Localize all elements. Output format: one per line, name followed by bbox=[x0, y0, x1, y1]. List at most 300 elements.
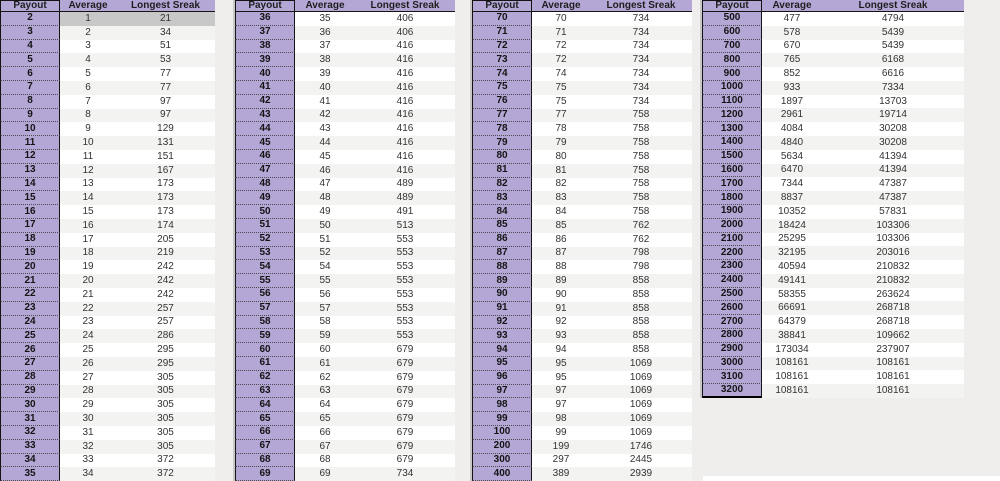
payout-cell[interactable]: 76 bbox=[472, 95, 532, 109]
payout-cell[interactable]: 99 bbox=[472, 412, 532, 426]
streak-cell[interactable]: 734 bbox=[632, 68, 650, 80]
payout-cell[interactable]: 8 bbox=[0, 95, 60, 109]
average-cell[interactable]: 30 bbox=[82, 413, 94, 424]
payout-cell[interactable]: 39 bbox=[235, 53, 295, 67]
average-cell[interactable]: 48 bbox=[319, 192, 331, 204]
average-cell[interactable]: 1897 bbox=[780, 95, 804, 107]
payout-cell[interactable]: 97 bbox=[472, 385, 532, 399]
payout-cell[interactable]: 73 bbox=[472, 53, 532, 67]
average-cell[interactable]: 22 bbox=[82, 302, 94, 314]
streak-cell[interactable]: 286 bbox=[157, 330, 174, 342]
average-cell[interactable]: 42 bbox=[319, 109, 331, 121]
payout-cell[interactable]: 27 bbox=[0, 357, 60, 371]
payout-cell[interactable]: 26 bbox=[0, 343, 60, 357]
streak-cell[interactable]: 210832 bbox=[876, 260, 910, 272]
streak-cell[interactable]: 21 bbox=[116, 12, 215, 26]
average-cell[interactable]: 98 bbox=[555, 413, 567, 424]
average-cell[interactable]: 43 bbox=[319, 123, 331, 135]
average-cell[interactable]: 17 bbox=[82, 233, 94, 245]
average-cell[interactable]: 19 bbox=[82, 261, 94, 273]
streak-cell[interactable]: 53 bbox=[159, 54, 172, 66]
payout-cell[interactable]: 58 bbox=[235, 316, 295, 330]
payout-cell[interactable]: 62 bbox=[235, 371, 295, 385]
streak-cell[interactable]: 210832 bbox=[876, 274, 910, 286]
streak-cell[interactable]: 108161 bbox=[876, 357, 910, 369]
payout-cell[interactable]: 59 bbox=[235, 329, 295, 343]
average-cell[interactable]: 23 bbox=[82, 316, 94, 328]
streak-cell[interactable]: 416 bbox=[396, 150, 414, 162]
average-cell[interactable]: 11 bbox=[82, 150, 94, 162]
payout-cell[interactable]: 2600 bbox=[702, 301, 762, 315]
streak-cell[interactable]: 203016 bbox=[876, 247, 910, 259]
payout-cell[interactable]: 2700 bbox=[702, 315, 762, 329]
payout-cell[interactable]: 41 bbox=[235, 81, 295, 95]
streak-cell[interactable]: 406 bbox=[396, 26, 414, 38]
column-header-streak[interactable]: Longest Sreak bbox=[370, 0, 440, 11]
payout-cell[interactable]: 3200 bbox=[702, 384, 762, 398]
streak-cell[interactable]: 553 bbox=[396, 247, 414, 259]
payout-cell[interactable]: 56 bbox=[235, 288, 295, 302]
streak-cell[interactable]: 1069 bbox=[629, 399, 653, 411]
payout-cell[interactable]: 88 bbox=[472, 260, 532, 274]
streak-cell[interactable]: 6616 bbox=[881, 68, 905, 80]
average-cell[interactable]: 4840 bbox=[780, 136, 804, 148]
payout-cell[interactable]: 92 bbox=[472, 316, 532, 330]
average-cell[interactable]: 78 bbox=[555, 123, 567, 135]
payout-cell[interactable]: 10 bbox=[0, 122, 60, 136]
average-cell[interactable]: 40594 bbox=[778, 260, 806, 272]
payout-cell[interactable]: 1000 bbox=[702, 81, 762, 95]
streak-cell[interactable]: 242 bbox=[157, 275, 174, 287]
average-cell[interactable]: 389 bbox=[552, 468, 570, 480]
payout-cell[interactable]: 21 bbox=[0, 274, 60, 288]
streak-cell[interactable]: 173 bbox=[157, 206, 174, 218]
streak-cell[interactable]: 416 bbox=[396, 123, 414, 135]
average-cell[interactable]: 38841 bbox=[778, 329, 806, 341]
streak-cell[interactable]: 5439 bbox=[881, 26, 905, 38]
streak-cell[interactable]: 734 bbox=[632, 81, 650, 93]
payout-cell[interactable]: 44 bbox=[235, 122, 295, 136]
average-cell[interactable]: 67 bbox=[319, 440, 331, 452]
average-cell[interactable]: 52 bbox=[319, 247, 331, 259]
payout-cell[interactable]: 86 bbox=[472, 233, 532, 247]
average-cell[interactable]: 75 bbox=[555, 95, 567, 107]
streak-cell[interactable]: 762 bbox=[632, 219, 650, 231]
payout-cell[interactable]: 3000 bbox=[702, 357, 762, 371]
average-cell[interactable]: 173034 bbox=[775, 343, 809, 355]
average-cell[interactable]: 82 bbox=[555, 178, 567, 190]
streak-cell[interactable]: 734 bbox=[632, 54, 650, 66]
payout-cell[interactable]: 50 bbox=[235, 205, 295, 219]
average-cell[interactable]: 72 bbox=[555, 40, 567, 52]
payout-cell[interactable]: 1500 bbox=[702, 150, 762, 164]
average-cell[interactable]: 7 bbox=[85, 95, 91, 107]
streak-cell[interactable]: 174 bbox=[157, 219, 174, 231]
average-cell[interactable]: 27 bbox=[82, 371, 94, 383]
average-cell[interactable]: 49 bbox=[319, 206, 331, 218]
streak-cell[interactable]: 1069 bbox=[629, 357, 653, 369]
average-cell[interactable]: 66 bbox=[319, 426, 331, 438]
streak-cell[interactable]: 679 bbox=[396, 454, 414, 466]
column-header-payout[interactable]: Payout bbox=[235, 0, 295, 11]
average-cell[interactable]: 71 bbox=[555, 26, 567, 38]
streak-cell[interactable]: 305 bbox=[157, 371, 174, 383]
payout-cell[interactable]: 1300 bbox=[702, 122, 762, 136]
payout-cell[interactable]: 900 bbox=[702, 67, 762, 81]
streak-cell[interactable]: 758 bbox=[632, 137, 650, 149]
average-cell[interactable]: 44 bbox=[319, 137, 331, 149]
streak-cell[interactable]: 416 bbox=[396, 95, 414, 107]
payout-cell[interactable]: 3 bbox=[0, 26, 60, 40]
streak-cell[interactable]: 13703 bbox=[879, 95, 907, 107]
average-cell[interactable]: 64379 bbox=[778, 316, 806, 328]
average-cell[interactable]: 47 bbox=[319, 178, 331, 190]
streak-cell[interactable]: 7334 bbox=[881, 81, 905, 93]
streak-cell[interactable]: 858 bbox=[632, 275, 650, 287]
streak-cell[interactable]: 679 bbox=[396, 399, 414, 411]
payout-cell[interactable]: 81 bbox=[472, 164, 532, 178]
average-cell[interactable]: 32 bbox=[82, 440, 94, 452]
streak-cell[interactable]: 679 bbox=[396, 413, 414, 424]
average-cell[interactable]: 3 bbox=[85, 40, 91, 52]
average-cell[interactable]: 85 bbox=[555, 219, 567, 231]
payout-cell[interactable]: 64 bbox=[235, 398, 295, 412]
payout-cell[interactable]: 67 bbox=[235, 440, 295, 454]
streak-cell[interactable]: 268718 bbox=[876, 316, 910, 328]
payout-cell[interactable]: 84 bbox=[472, 205, 532, 219]
average-cell[interactable]: 21 bbox=[82, 288, 94, 300]
average-cell[interactable]: 87 bbox=[555, 247, 567, 259]
streak-cell[interactable]: 41394 bbox=[879, 164, 907, 176]
average-cell[interactable]: 70 bbox=[555, 12, 567, 24]
average-cell[interactable]: 4 bbox=[85, 54, 91, 66]
payout-cell[interactable]: 94 bbox=[472, 343, 532, 357]
payout-cell[interactable]: 63 bbox=[235, 385, 295, 399]
payout-cell[interactable]: 6 bbox=[0, 67, 60, 81]
payout-cell[interactable]: 31 bbox=[0, 412, 60, 426]
average-cell[interactable]: 20 bbox=[82, 275, 94, 287]
streak-cell[interactable]: 1069 bbox=[629, 426, 653, 438]
average-cell[interactable]: 81 bbox=[555, 164, 567, 176]
average-cell[interactable]: 16 bbox=[82, 219, 94, 231]
streak-cell[interactable]: 1746 bbox=[629, 440, 653, 452]
streak-cell[interactable]: 734 bbox=[632, 26, 650, 38]
average-cell[interactable]: 36 bbox=[319, 26, 331, 38]
streak-cell[interactable]: 173 bbox=[157, 178, 174, 190]
average-cell[interactable]: 8 bbox=[85, 109, 91, 121]
average-cell[interactable]: 4084 bbox=[780, 123, 804, 135]
column-header-average[interactable]: Average bbox=[772, 0, 812, 11]
average-cell[interactable]: 9 bbox=[85, 123, 91, 135]
payout-cell[interactable]: 600 bbox=[702, 26, 762, 40]
payout-cell[interactable]: 40 bbox=[235, 67, 295, 81]
streak-cell[interactable]: 34 bbox=[159, 26, 172, 38]
streak-cell[interactable]: 51 bbox=[159, 40, 172, 52]
payout-cell[interactable]: 43 bbox=[235, 109, 295, 123]
streak-cell[interactable]: 416 bbox=[396, 137, 414, 149]
streak-cell[interactable]: 798 bbox=[632, 247, 650, 259]
payout-cell[interactable]: 78 bbox=[472, 122, 532, 136]
column-header-streak[interactable]: Longest Sreak bbox=[606, 0, 676, 11]
streak-cell[interactable]: 242 bbox=[157, 261, 174, 273]
payout-cell[interactable]: 85 bbox=[472, 219, 532, 233]
average-cell[interactable]: 79 bbox=[555, 137, 567, 149]
average-cell[interactable]: 34 bbox=[82, 468, 94, 480]
streak-cell[interactable]: 47387 bbox=[879, 178, 907, 190]
average-cell[interactable]: 35 bbox=[319, 12, 331, 24]
streak-cell[interactable]: 679 bbox=[396, 426, 414, 438]
streak-cell[interactable]: 263624 bbox=[876, 288, 910, 300]
average-cell[interactable]: 10 bbox=[82, 137, 94, 149]
payout-cell[interactable]: 33 bbox=[0, 440, 60, 454]
payout-cell[interactable]: 49 bbox=[235, 191, 295, 205]
payout-cell[interactable]: 12 bbox=[0, 150, 60, 164]
streak-cell[interactable]: 758 bbox=[632, 123, 650, 135]
streak-cell[interactable]: 758 bbox=[632, 164, 650, 176]
payout-cell[interactable]: 17 bbox=[0, 219, 60, 233]
payout-cell[interactable]: 14 bbox=[0, 178, 60, 192]
average-cell[interactable]: 69 bbox=[319, 468, 331, 480]
streak-cell[interactable]: 97 bbox=[159, 95, 172, 107]
payout-cell[interactable]: 2 bbox=[0, 12, 60, 26]
streak-cell[interactable]: 219 bbox=[157, 247, 174, 259]
streak-cell[interactable]: 416 bbox=[396, 68, 414, 80]
average-cell[interactable]: 51 bbox=[319, 233, 331, 245]
payout-cell[interactable]: 51 bbox=[235, 219, 295, 233]
column-header-average[interactable]: Average bbox=[68, 0, 108, 11]
payout-cell[interactable]: 2000 bbox=[702, 219, 762, 233]
payout-cell[interactable]: 4 bbox=[0, 40, 60, 54]
average-cell[interactable]: 83 bbox=[555, 192, 567, 204]
streak-cell[interactable]: 758 bbox=[632, 109, 650, 121]
average-cell[interactable]: 49141 bbox=[778, 274, 806, 286]
average-cell[interactable]: 10352 bbox=[778, 205, 806, 217]
column-header-streak[interactable]: Longest Sreak bbox=[131, 0, 200, 11]
average-cell[interactable]: 62 bbox=[319, 371, 331, 383]
streak-cell[interactable]: 553 bbox=[396, 233, 414, 245]
payout-cell[interactable]: 800 bbox=[702, 53, 762, 67]
streak-cell[interactable]: 129 bbox=[157, 123, 174, 135]
streak-cell[interactable]: 553 bbox=[396, 275, 414, 287]
payout-cell[interactable]: 22 bbox=[0, 288, 60, 302]
payout-cell[interactable]: 53 bbox=[235, 247, 295, 261]
streak-cell[interactable]: 858 bbox=[632, 330, 650, 342]
average-cell[interactable]: 72 bbox=[555, 54, 567, 66]
streak-cell[interactable]: 679 bbox=[396, 440, 414, 452]
payout-cell[interactable]: 19 bbox=[0, 247, 60, 261]
payout-cell[interactable]: 80 bbox=[472, 150, 532, 164]
payout-cell[interactable]: 29 bbox=[0, 385, 60, 399]
average-cell[interactable]: 13 bbox=[82, 178, 94, 190]
average-cell[interactable]: 24 bbox=[82, 330, 94, 342]
streak-cell[interactable]: 489 bbox=[396, 178, 414, 190]
average-cell[interactable]: 5634 bbox=[780, 150, 804, 162]
average-cell[interactable]: 86 bbox=[555, 233, 567, 245]
average-cell[interactable]: 94 bbox=[555, 344, 567, 356]
streak-cell[interactable]: 372 bbox=[157, 454, 174, 466]
payout-cell[interactable]: 3100 bbox=[702, 370, 762, 384]
streak-cell[interactable]: 6168 bbox=[881, 54, 905, 66]
payout-cell[interactable]: 70 bbox=[472, 12, 532, 26]
streak-cell[interactable]: 679 bbox=[396, 357, 414, 369]
streak-cell[interactable]: 97 bbox=[159, 109, 172, 121]
average-cell[interactable]: 56 bbox=[319, 288, 331, 300]
average-cell[interactable]: 852 bbox=[783, 68, 801, 80]
average-cell[interactable]: 25 bbox=[82, 344, 94, 356]
average-cell[interactable]: 54 bbox=[319, 261, 331, 273]
streak-cell[interactable]: 758 bbox=[632, 150, 650, 162]
streak-cell[interactable]: 295 bbox=[157, 344, 174, 356]
payout-cell[interactable]: 2200 bbox=[702, 246, 762, 260]
average-cell[interactable]: 670 bbox=[783, 40, 801, 52]
payout-cell[interactable]: 55 bbox=[235, 274, 295, 288]
average-cell[interactable]: 37 bbox=[319, 40, 331, 52]
payout-cell[interactable]: 25 bbox=[0, 329, 60, 343]
streak-cell[interactable]: 858 bbox=[632, 288, 650, 300]
payout-cell[interactable]: 68 bbox=[235, 454, 295, 468]
payout-cell[interactable]: 2800 bbox=[702, 329, 762, 343]
column-header-payout[interactable]: Payout bbox=[472, 0, 532, 11]
column-header-average[interactable]: Average bbox=[541, 0, 581, 11]
streak-cell[interactable]: 30208 bbox=[879, 123, 907, 135]
streak-cell[interactable]: 295 bbox=[157, 357, 174, 369]
average-cell[interactable]: 95 bbox=[555, 371, 567, 383]
streak-cell[interactable]: 30208 bbox=[879, 136, 907, 148]
average-cell[interactable]: 25295 bbox=[778, 233, 806, 245]
streak-cell[interactable]: 758 bbox=[632, 178, 650, 190]
average-cell[interactable]: 5 bbox=[85, 68, 91, 80]
payout-cell[interactable]: 82 bbox=[472, 178, 532, 192]
streak-cell[interactable]: 372 bbox=[157, 468, 174, 480]
payout-cell[interactable]: 24 bbox=[0, 316, 60, 330]
average-cell[interactable]: 97 bbox=[555, 385, 567, 397]
payout-cell[interactable]: 69 bbox=[235, 467, 295, 481]
average-cell[interactable]: 99 bbox=[555, 426, 567, 438]
payout-cell[interactable]: 71 bbox=[472, 26, 532, 40]
payout-cell[interactable]: 74 bbox=[472, 67, 532, 81]
payout-cell[interactable]: 1100 bbox=[702, 95, 762, 109]
streak-cell[interactable]: 41394 bbox=[879, 150, 907, 162]
streak-cell[interactable]: 491 bbox=[396, 206, 414, 218]
payout-cell[interactable]: 400 bbox=[472, 467, 532, 481]
streak-cell[interactable]: 5439 bbox=[881, 40, 905, 52]
average-cell[interactable]: 93 bbox=[555, 330, 567, 342]
average-cell[interactable]: 39 bbox=[319, 68, 331, 80]
streak-cell[interactable]: 553 bbox=[396, 330, 414, 342]
streak-cell[interactable]: 679 bbox=[396, 344, 414, 356]
average-cell[interactable]: 7344 bbox=[780, 178, 804, 190]
average-cell[interactable]: 63 bbox=[319, 385, 331, 397]
streak-cell[interactable]: 679 bbox=[396, 371, 414, 383]
streak-cell[interactable]: 305 bbox=[157, 399, 174, 411]
payout-cell[interactable]: 5 bbox=[0, 53, 60, 67]
payout-cell[interactable]: 200 bbox=[472, 440, 532, 454]
payout-cell[interactable]: 1700 bbox=[702, 177, 762, 191]
payout-cell[interactable]: 38 bbox=[235, 40, 295, 54]
streak-cell[interactable]: 57831 bbox=[879, 205, 907, 217]
payout-cell[interactable]: 66 bbox=[235, 426, 295, 440]
payout-cell[interactable]: 2500 bbox=[702, 288, 762, 302]
payout-cell[interactable]: 23 bbox=[0, 302, 60, 316]
average-cell[interactable]: 64 bbox=[319, 399, 331, 411]
average-cell[interactable]: 1 bbox=[60, 12, 116, 26]
payout-cell[interactable]: 13 bbox=[0, 164, 60, 178]
average-cell[interactable]: 95 bbox=[555, 357, 567, 369]
payout-cell[interactable]: 28 bbox=[0, 371, 60, 385]
column-header-streak[interactable]: Longest Sreak bbox=[858, 0, 928, 11]
payout-cell[interactable]: 100 bbox=[472, 426, 532, 440]
average-cell[interactable]: 199 bbox=[552, 440, 570, 452]
payout-cell[interactable]: 79 bbox=[472, 136, 532, 150]
streak-cell[interactable]: 553 bbox=[396, 302, 414, 314]
streak-cell[interactable]: 237907 bbox=[876, 343, 910, 355]
average-cell[interactable]: 14 bbox=[82, 192, 94, 204]
streak-cell[interactable]: 553 bbox=[396, 316, 414, 328]
average-cell[interactable]: 91 bbox=[555, 302, 567, 314]
average-cell[interactable]: 18424 bbox=[778, 219, 806, 231]
streak-cell[interactable]: 858 bbox=[632, 302, 650, 314]
average-cell[interactable]: 74 bbox=[555, 68, 567, 80]
payout-cell[interactable]: 1800 bbox=[702, 191, 762, 205]
average-cell[interactable]: 578 bbox=[783, 26, 801, 38]
payout-cell[interactable]: 93 bbox=[472, 329, 532, 343]
streak-cell[interactable]: 416 bbox=[396, 40, 414, 52]
streak-cell[interactable]: 109662 bbox=[876, 329, 910, 341]
average-cell[interactable]: 108161 bbox=[775, 384, 809, 396]
average-cell[interactable]: 297 bbox=[552, 454, 570, 466]
payout-cell[interactable]: 7 bbox=[0, 81, 60, 95]
streak-cell[interactable]: 47387 bbox=[879, 192, 907, 204]
streak-cell[interactable]: 151 bbox=[157, 150, 174, 162]
streak-cell[interactable]: 489 bbox=[396, 192, 414, 204]
streak-cell[interactable]: 416 bbox=[396, 164, 414, 176]
average-cell[interactable]: 61 bbox=[319, 357, 331, 369]
streak-cell[interactable]: 734 bbox=[632, 12, 650, 24]
payout-cell[interactable]: 2900 bbox=[702, 343, 762, 357]
payout-cell[interactable]: 15 bbox=[0, 191, 60, 205]
average-cell[interactable]: 97 bbox=[555, 399, 567, 411]
average-cell[interactable]: 66691 bbox=[778, 302, 806, 314]
streak-cell[interactable]: 305 bbox=[157, 426, 174, 438]
streak-cell[interactable]: 416 bbox=[396, 81, 414, 93]
streak-cell[interactable]: 4794 bbox=[881, 12, 905, 24]
streak-cell[interactable]: 416 bbox=[396, 109, 414, 121]
payout-cell[interactable]: 36 bbox=[235, 12, 295, 26]
average-cell[interactable]: 108161 bbox=[775, 371, 809, 383]
streak-cell[interactable]: 77 bbox=[159, 68, 172, 80]
payout-cell[interactable]: 54 bbox=[235, 260, 295, 274]
streak-cell[interactable]: 406 bbox=[396, 12, 414, 24]
payout-cell[interactable]: 47 bbox=[235, 164, 295, 178]
payout-cell[interactable]: 16 bbox=[0, 205, 60, 219]
payout-cell[interactable]: 32 bbox=[0, 426, 60, 440]
average-cell[interactable]: 2961 bbox=[780, 109, 804, 121]
payout-cell[interactable]: 87 bbox=[472, 247, 532, 261]
payout-cell[interactable]: 45 bbox=[235, 136, 295, 150]
column-header-payout[interactable]: Payout bbox=[0, 0, 60, 11]
streak-cell[interactable]: 305 bbox=[157, 440, 174, 452]
payout-cell[interactable]: 52 bbox=[235, 233, 295, 247]
average-cell[interactable]: 90 bbox=[555, 288, 567, 300]
average-cell[interactable]: 477 bbox=[783, 12, 801, 24]
payout-cell[interactable]: 1200 bbox=[702, 108, 762, 122]
average-cell[interactable]: 50 bbox=[319, 219, 331, 231]
average-cell[interactable]: 68 bbox=[319, 454, 331, 466]
streak-cell[interactable]: 173 bbox=[157, 192, 174, 204]
streak-cell[interactable]: 257 bbox=[157, 302, 174, 314]
average-cell[interactable]: 89 bbox=[555, 275, 567, 287]
streak-cell[interactable]: 242 bbox=[157, 288, 174, 300]
